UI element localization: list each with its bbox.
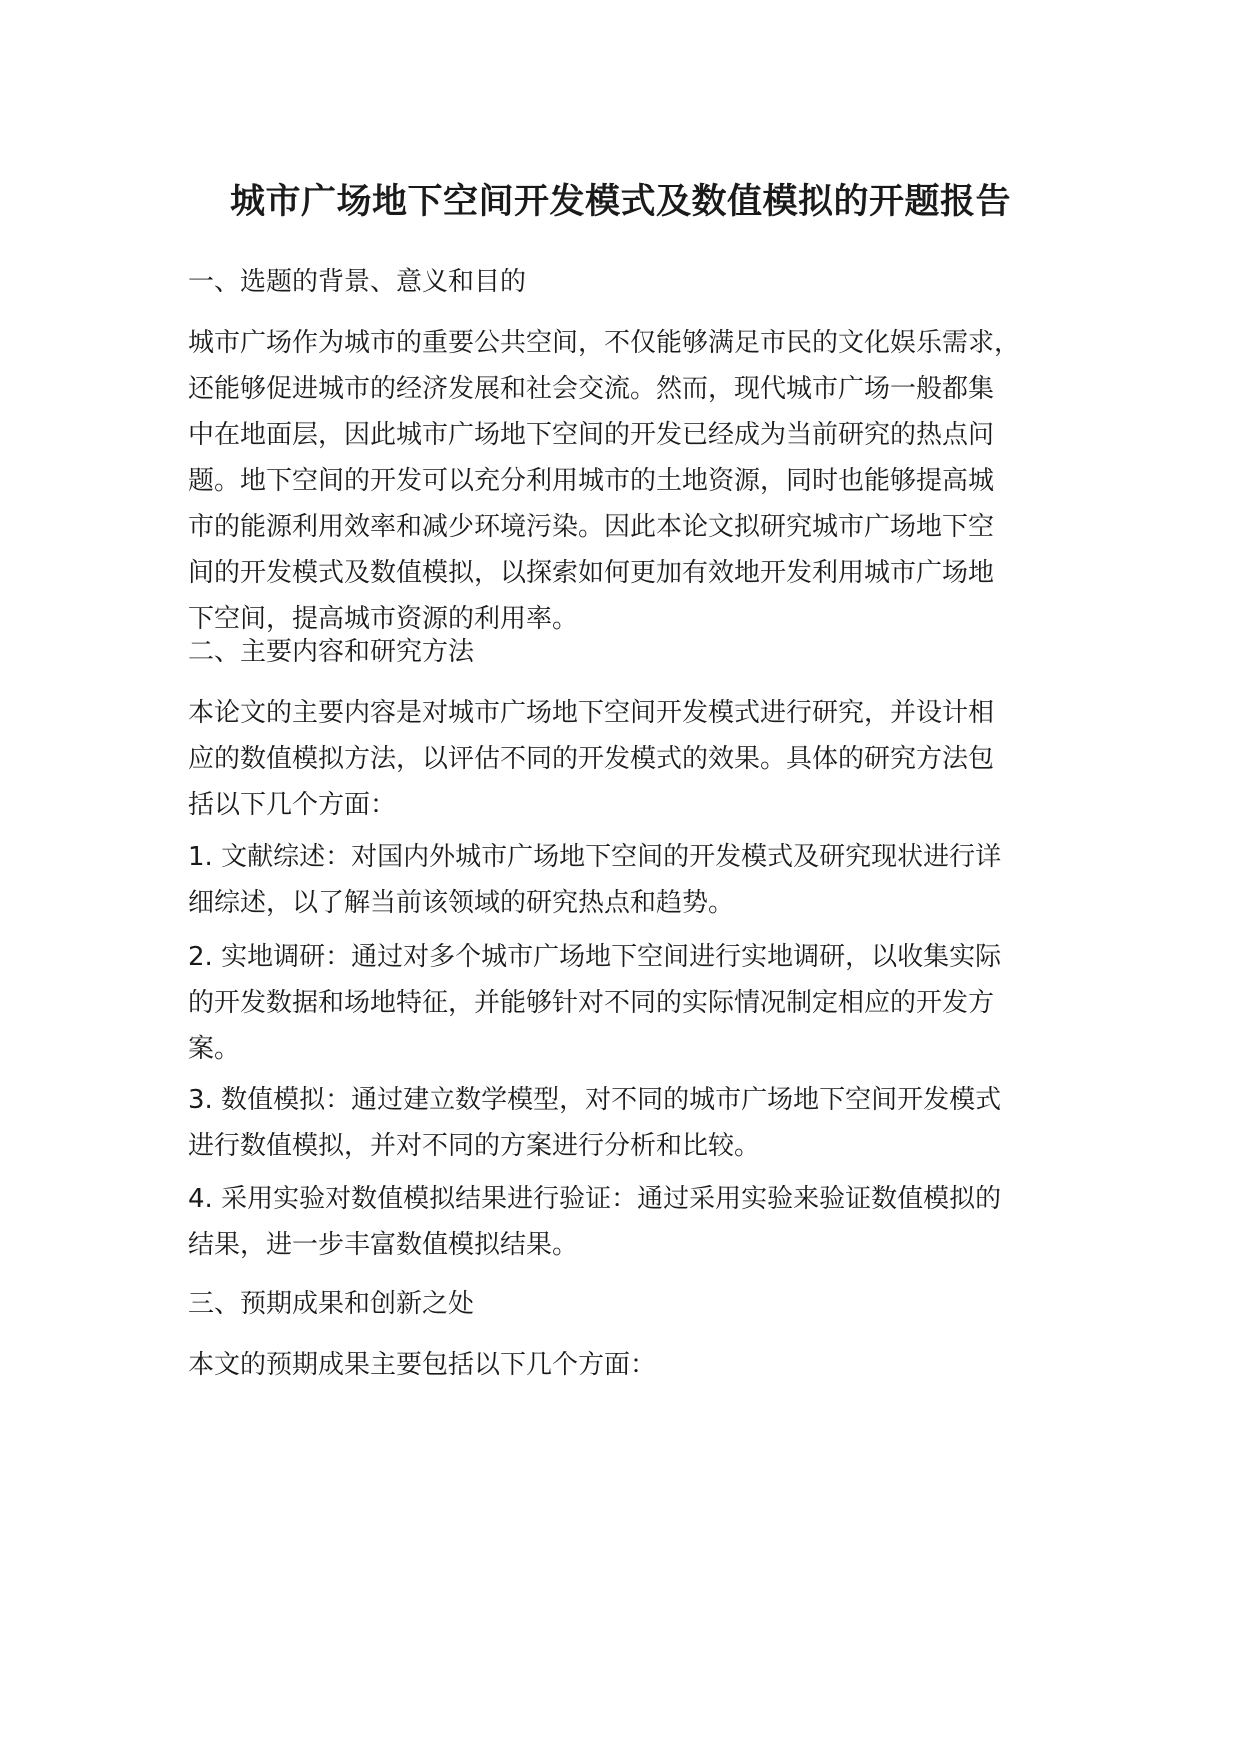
paragraph-expected-results-intro: 本文的预期成果主要包括以下几个方面： — [188, 1350, 657, 1380]
section-heading-methods: 二、主要内容和研究方法 — [188, 637, 475, 667]
list-item-field-research — [188, 934, 1058, 1072]
paragraph-line: 2. 实地调研：通过对多个城市广场地下空间进行实地调研，以收集实际 — [188, 942, 1002, 972]
paragraph-background — [188, 320, 1058, 642]
list-item-experimental-validation — [188, 1176, 1058, 1268]
paragraph-line: 还能够促进城市的经济发展和社会交流。然而，现代城市广场一般都集 — [188, 374, 995, 404]
paragraph-line: 结果，进一步丰富数值模拟结果。 — [188, 1230, 579, 1260]
paragraph-line: 城市广场作为城市的重要公共空间，不仅能够满足市民的文化娱乐需求， — [188, 328, 1021, 358]
paragraph-line: 中在地面层，因此城市广场地下空间的开发已经成为当前研究的热点问 — [188, 420, 995, 450]
paragraph-line: 案。 — [188, 1034, 241, 1064]
paragraph-line: 4. 采用实验对数值模拟结果进行验证：通过采用实验来验证数值模拟的 — [188, 1184, 1002, 1214]
paragraph-line: 间的开发模式及数值模拟，以探索如何更加有效地开发利用城市广场地 — [188, 558, 995, 588]
list-item-literature-review — [188, 834, 1058, 926]
paragraph-line: 本论文的主要内容是对城市广场地下空间开发模式进行研究，并设计相 — [188, 698, 995, 728]
paragraph-line: 进行数值模拟，并对不同的方案进行分析和比较。 — [188, 1131, 761, 1161]
paragraph-line: 市的能源利用效率和减少环境污染。因此本论文拟研究城市广场地下空 — [188, 512, 995, 542]
paragraph-line: 应的数值模拟方法，以评估不同的开发模式的效果。具体的研究方法包 — [188, 744, 995, 774]
paragraph-line: 下空间，提高城市资源的利用率。 — [188, 604, 579, 634]
paragraph-methods-intro — [188, 690, 1058, 828]
paragraph-line: 1. 文献综述：对国内外城市广场地下空间的开发模式及研究现状进行详 — [188, 842, 1002, 872]
section-heading-expected-results: 三、预期成果和创新之处 — [188, 1289, 475, 1319]
paragraph-line: 细综述，以了解当前该领域的研究热点和趋势。 — [188, 888, 735, 918]
paragraph-line: 3. 数值模拟：通过建立数学模型，对不同的城市广场地下空间开发模式 — [188, 1085, 1002, 1115]
list-item-numerical-simulation — [188, 1077, 1058, 1169]
paragraph-line: 的开发数据和场地特征，并能够针对不同的实际情况制定相应的开发方 — [188, 988, 995, 1018]
section-heading-background: 一、选题的背景、意义和目的 — [188, 267, 527, 297]
document-title: 城市广场地下空间开发模式及数值模拟的开题报告 — [229, 182, 1011, 222]
paragraph-line: 题。地下空间的开发可以充分利用城市的土地资源，同时也能够提高城 — [188, 466, 995, 496]
paragraph-line: 括以下几个方面： — [188, 790, 397, 820]
